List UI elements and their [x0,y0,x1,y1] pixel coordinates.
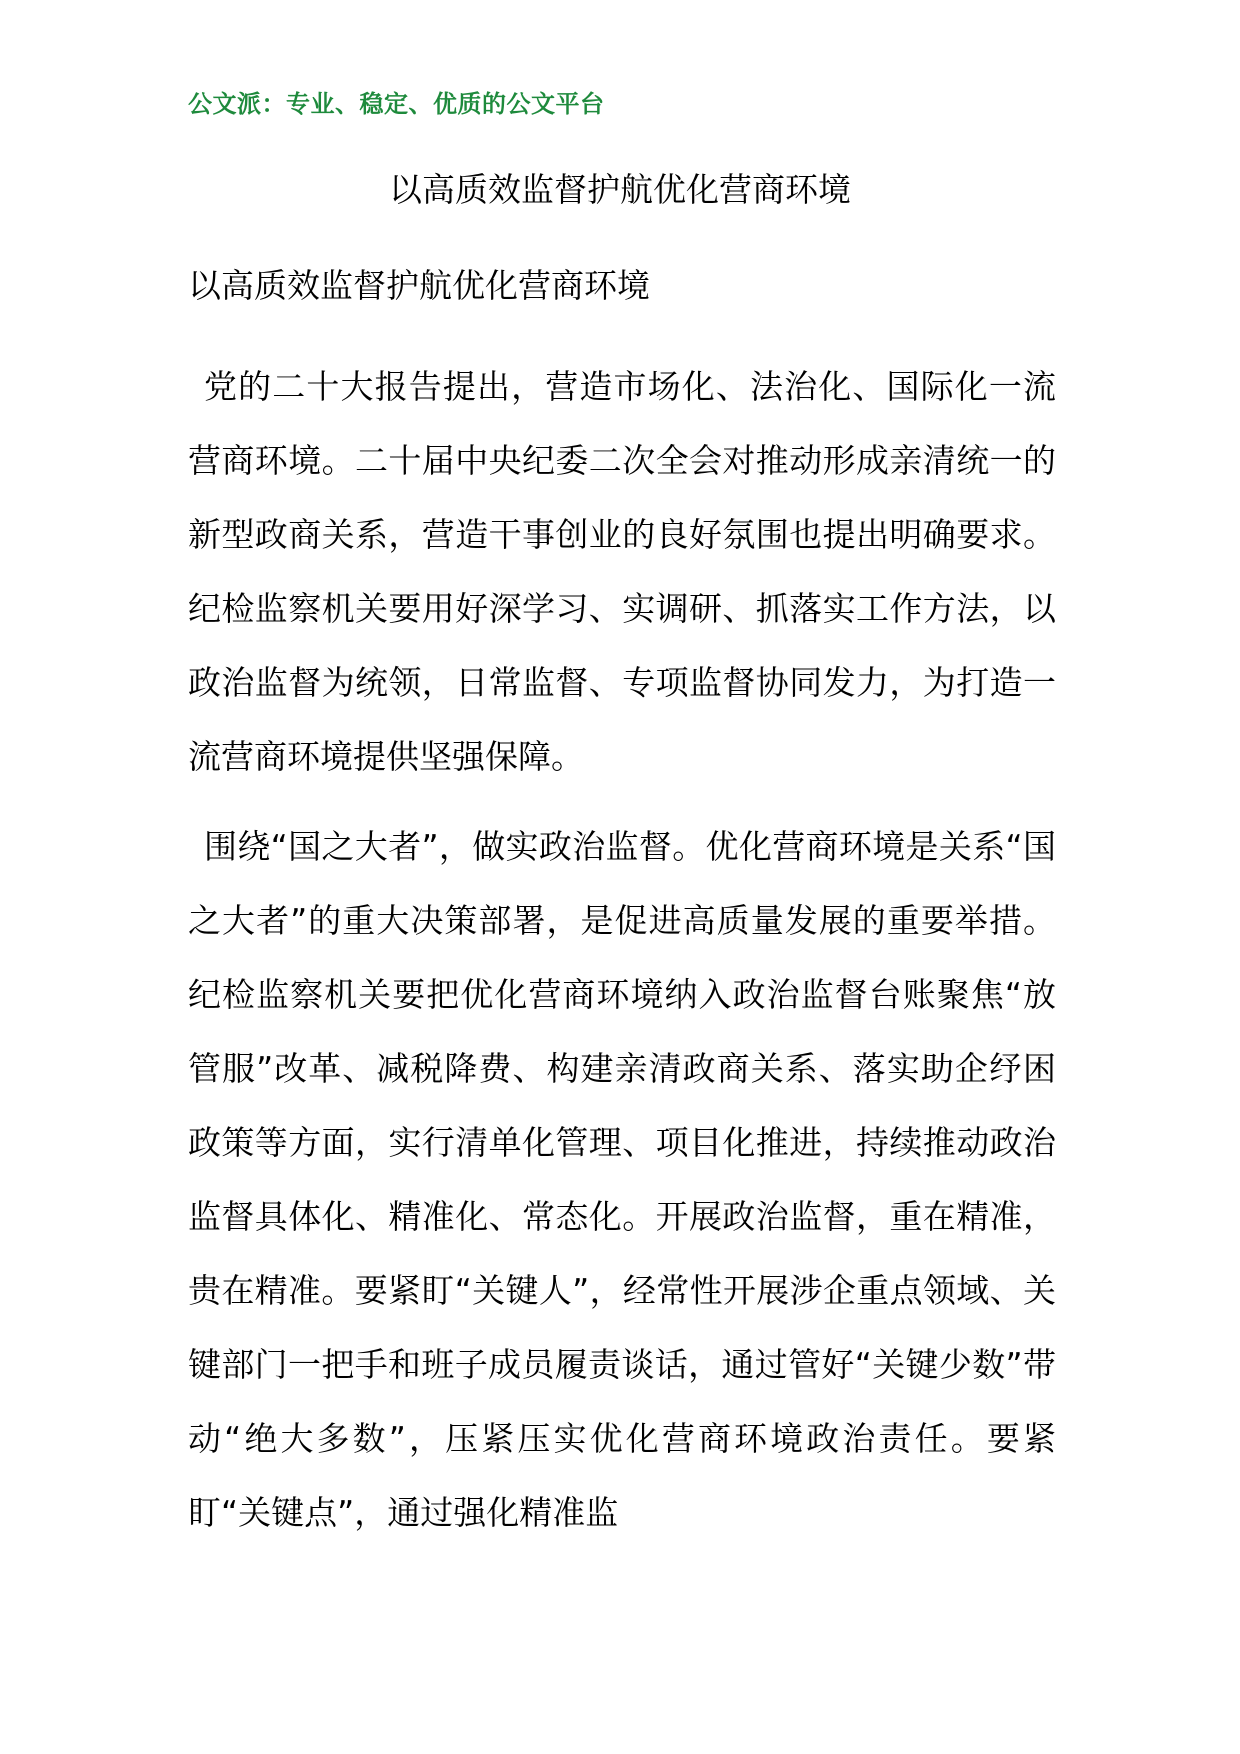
document-title: 以高质效监督护航优化营商环境 [389,170,851,209]
paragraph: 党的二十大报告提出，营造市场化、法治化、国际化一流营商环境。二十届中央纪委二次全会对推动形成亲清统一的新型政商关系，营造干事创业的良好氛围也提出明确要求。纪检监察机关要用好深学习、实调研、抓落实工作方法，以政治监督为统领，日常监督、专项监督协同发力，为打造一流营商环境提供坚强保障。 [188,367,1056,776]
document-subtitle: 以高质效监督护航优化营商环境 [188,266,650,305]
document-body [188,350,1056,1550]
paragraph: 围绕“国之大者”，做实政治监督。优化营商环境是关系“国之大者”的重大决策部署，是促进高质量发展的重要举措。纪检监察机关要把优化营商环境纳入政治监督台账聚焦“放管服”改革、减税降费、构建亲清政商关系、落实助企纾困政策等方面，实行清单化管理、项目化推进，持续推动政治监督具体化、精准化、常态化。开展政治监督，重在精准，贵在精准。要紧盯“关键人”，经常性开展涉企重点领域、关键部门一把手和班子成员履责谈话，通过管好“关键少数”带动“绝大多数”，压紧压实优化营商环境政治责任。要紧盯“关键点”，通过强化精准监 [188,827,1056,1532]
brand-header: 公文派：专业、稳定、优质的公文平台 [188,90,605,118]
